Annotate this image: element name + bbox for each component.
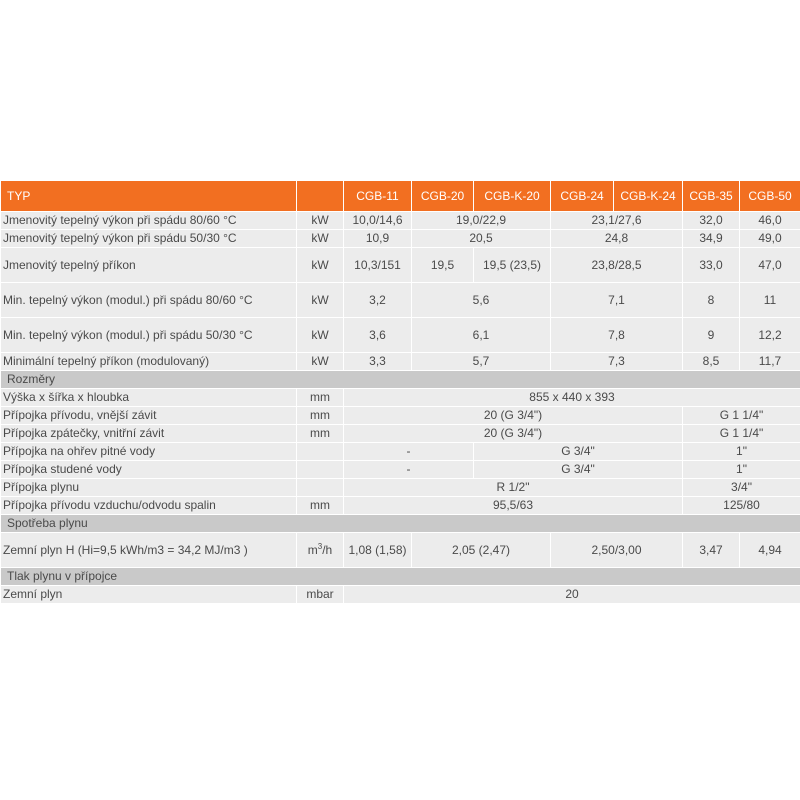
section-row xyxy=(1,515,800,533)
row-label: Min. tepelný výkon (modul.) při spádu 50/30 °C xyxy=(1,318,297,353)
cell-value: 19,5 xyxy=(412,248,474,283)
header-model: CGB-20 xyxy=(412,181,474,212)
row-label: Zemní plyn H (Hi=9,5 kWh/m3 = 34,2 MJ/m3 ) xyxy=(1,533,297,568)
header-typ: TYP xyxy=(1,181,297,212)
row-label: Výška x šířka x hloubka xyxy=(1,389,297,407)
cell-value: 95,5/63 xyxy=(344,497,683,515)
cell-value: 19,5 (23,5) xyxy=(474,248,551,283)
cell-value: 10,0/14,6 xyxy=(344,212,412,230)
cell-value: - xyxy=(344,443,474,461)
cell-value: 3,2 xyxy=(344,283,412,318)
row-label: Jmenovitý tepelný příkon xyxy=(1,248,297,283)
table-row xyxy=(1,479,800,497)
row-unit: kW xyxy=(297,318,344,353)
header-model: CGB-K-24 xyxy=(614,181,683,212)
cell-value: 8 xyxy=(683,283,740,318)
cell-value: 24,8 xyxy=(551,230,683,248)
cell-value: 47,0 xyxy=(740,248,800,283)
table-row xyxy=(1,230,800,248)
cell-value: 7,1 xyxy=(551,283,683,318)
row-unit: kW xyxy=(297,353,344,371)
row-label: Jmenovitý tepelný výkon při spádu 80/60 °C xyxy=(1,212,297,230)
cell-value: 5,7 xyxy=(412,353,551,371)
row-unit: kW xyxy=(297,248,344,283)
cell-value: 32,0 xyxy=(683,212,740,230)
cell-value: 19,0/22,9 xyxy=(412,212,551,230)
cell-value: 2,50/3,00 xyxy=(551,533,683,568)
row-label: Přípojka plynu xyxy=(1,479,297,497)
cell-value: G 3/4" xyxy=(474,443,683,461)
row-unit xyxy=(297,533,344,568)
row-label: Zemní plyn xyxy=(1,586,297,604)
cell-value: 2,05 (2,47) xyxy=(412,533,551,568)
cell-value: 20 (G 3/4") xyxy=(344,425,683,443)
table-row xyxy=(1,353,800,371)
header-unit xyxy=(297,181,344,212)
row-label: Přípojka přívodu, vnější závit xyxy=(1,407,297,425)
table-row xyxy=(1,283,800,318)
row-label: Přípojka přívodu vzduchu/odvodu spalin xyxy=(1,497,297,515)
row-unit: mm xyxy=(297,425,344,443)
cell-value: 33,0 xyxy=(683,248,740,283)
row-unit xyxy=(297,479,344,497)
cell-value: 46,0 xyxy=(740,212,800,230)
cell-value: 3,3 xyxy=(344,353,412,371)
cell-value: 23,8/28,5 xyxy=(551,248,683,283)
row-label: Přípojka studené vody xyxy=(1,461,297,479)
table-row xyxy=(1,586,800,604)
table-row xyxy=(1,443,800,461)
cell-value: 20 (G 3/4") xyxy=(344,407,683,425)
row-unit xyxy=(297,461,344,479)
row-unit: mm xyxy=(297,497,344,515)
cell-value: 6,1 xyxy=(412,318,551,353)
spec-table-wrapper xyxy=(0,180,800,604)
cell-value: 10,9 xyxy=(344,230,412,248)
cell-value: 20 xyxy=(344,586,800,604)
section-row xyxy=(1,568,800,586)
table-row xyxy=(1,461,800,479)
cell-value: 3,47 xyxy=(683,533,740,568)
table-row xyxy=(1,389,800,407)
cell-value: 1,08 (1,58) xyxy=(344,533,412,568)
unit-tail: /h xyxy=(322,542,333,557)
header-model: CGB-35 xyxy=(683,181,740,212)
row-label: Přípojka zpátečky, vnitřní závit xyxy=(1,425,297,443)
table-row xyxy=(1,425,800,443)
row-label: Jmenovitý tepelný výkon při spádu 50/30 °C xyxy=(1,230,297,248)
table-row xyxy=(1,318,800,353)
cell-value: 8,5 xyxy=(683,353,740,371)
section-heading: Rozměry xyxy=(1,371,800,389)
cell-value: 12,2 xyxy=(740,318,800,353)
cell-value: 1" xyxy=(683,461,800,479)
unit-base: m xyxy=(307,542,318,557)
table-row xyxy=(1,212,800,230)
row-unit: kW xyxy=(297,283,344,318)
row-unit: mm xyxy=(297,407,344,425)
unit-superscript: 3 xyxy=(317,541,323,551)
table-row xyxy=(1,248,800,283)
cell-value: 7,8 xyxy=(551,318,683,353)
cell-value: R 1/2" xyxy=(344,479,683,497)
cell-value: 1" xyxy=(683,443,800,461)
cell-value: G 3/4" xyxy=(474,461,683,479)
cell-value: 3,6 xyxy=(344,318,412,353)
cell-value: 855 x 440 x 393 xyxy=(344,389,800,407)
cell-value: G 1 1/4" xyxy=(683,425,800,443)
row-label: Minimální tepelný příkon (modulovaný) xyxy=(1,353,297,371)
header-model: CGB-K-20 xyxy=(474,181,551,212)
cell-value: 7,3 xyxy=(551,353,683,371)
header-row xyxy=(1,181,800,212)
cell-value: 34,9 xyxy=(683,230,740,248)
table-row xyxy=(1,497,800,515)
cell-value: 20,5 xyxy=(412,230,551,248)
cell-value: 23,1/27,6 xyxy=(551,212,683,230)
row-unit: kW xyxy=(297,212,344,230)
cell-value: - xyxy=(344,461,474,479)
row-unit: kW xyxy=(297,230,344,248)
cell-value: 125/80 xyxy=(683,497,800,515)
header-model: CGB-24 xyxy=(551,181,614,212)
cell-value: 10,3/151 xyxy=(344,248,412,283)
cell-value: 9 xyxy=(683,318,740,353)
cell-value: 49,0 xyxy=(740,230,800,248)
section-heading: Spotřeba plynu xyxy=(1,515,800,533)
table-row xyxy=(1,533,800,568)
row-label: Min. tepelný výkon (modul.) při spádu 80/60 °C xyxy=(1,283,297,318)
cell-value: 11,7 xyxy=(740,353,800,371)
spec-table xyxy=(0,180,800,604)
row-label: Přípojka na ohřev pitné vody xyxy=(1,443,297,461)
header-model: CGB-50 xyxy=(740,181,800,212)
section-heading: Tlak plynu v přípojce xyxy=(1,568,800,586)
row-unit: mbar xyxy=(297,586,344,604)
cell-value: 5,6 xyxy=(412,283,551,318)
cell-value: G 1 1/4" xyxy=(683,407,800,425)
row-unit xyxy=(297,443,344,461)
header-model: CGB-11 xyxy=(344,181,412,212)
cell-value: 4,94 xyxy=(740,533,800,568)
row-unit: mm xyxy=(297,389,344,407)
cell-value: 3/4" xyxy=(683,479,800,497)
section-row xyxy=(1,371,800,389)
cell-value: 11 xyxy=(740,283,800,318)
table-row xyxy=(1,407,800,425)
